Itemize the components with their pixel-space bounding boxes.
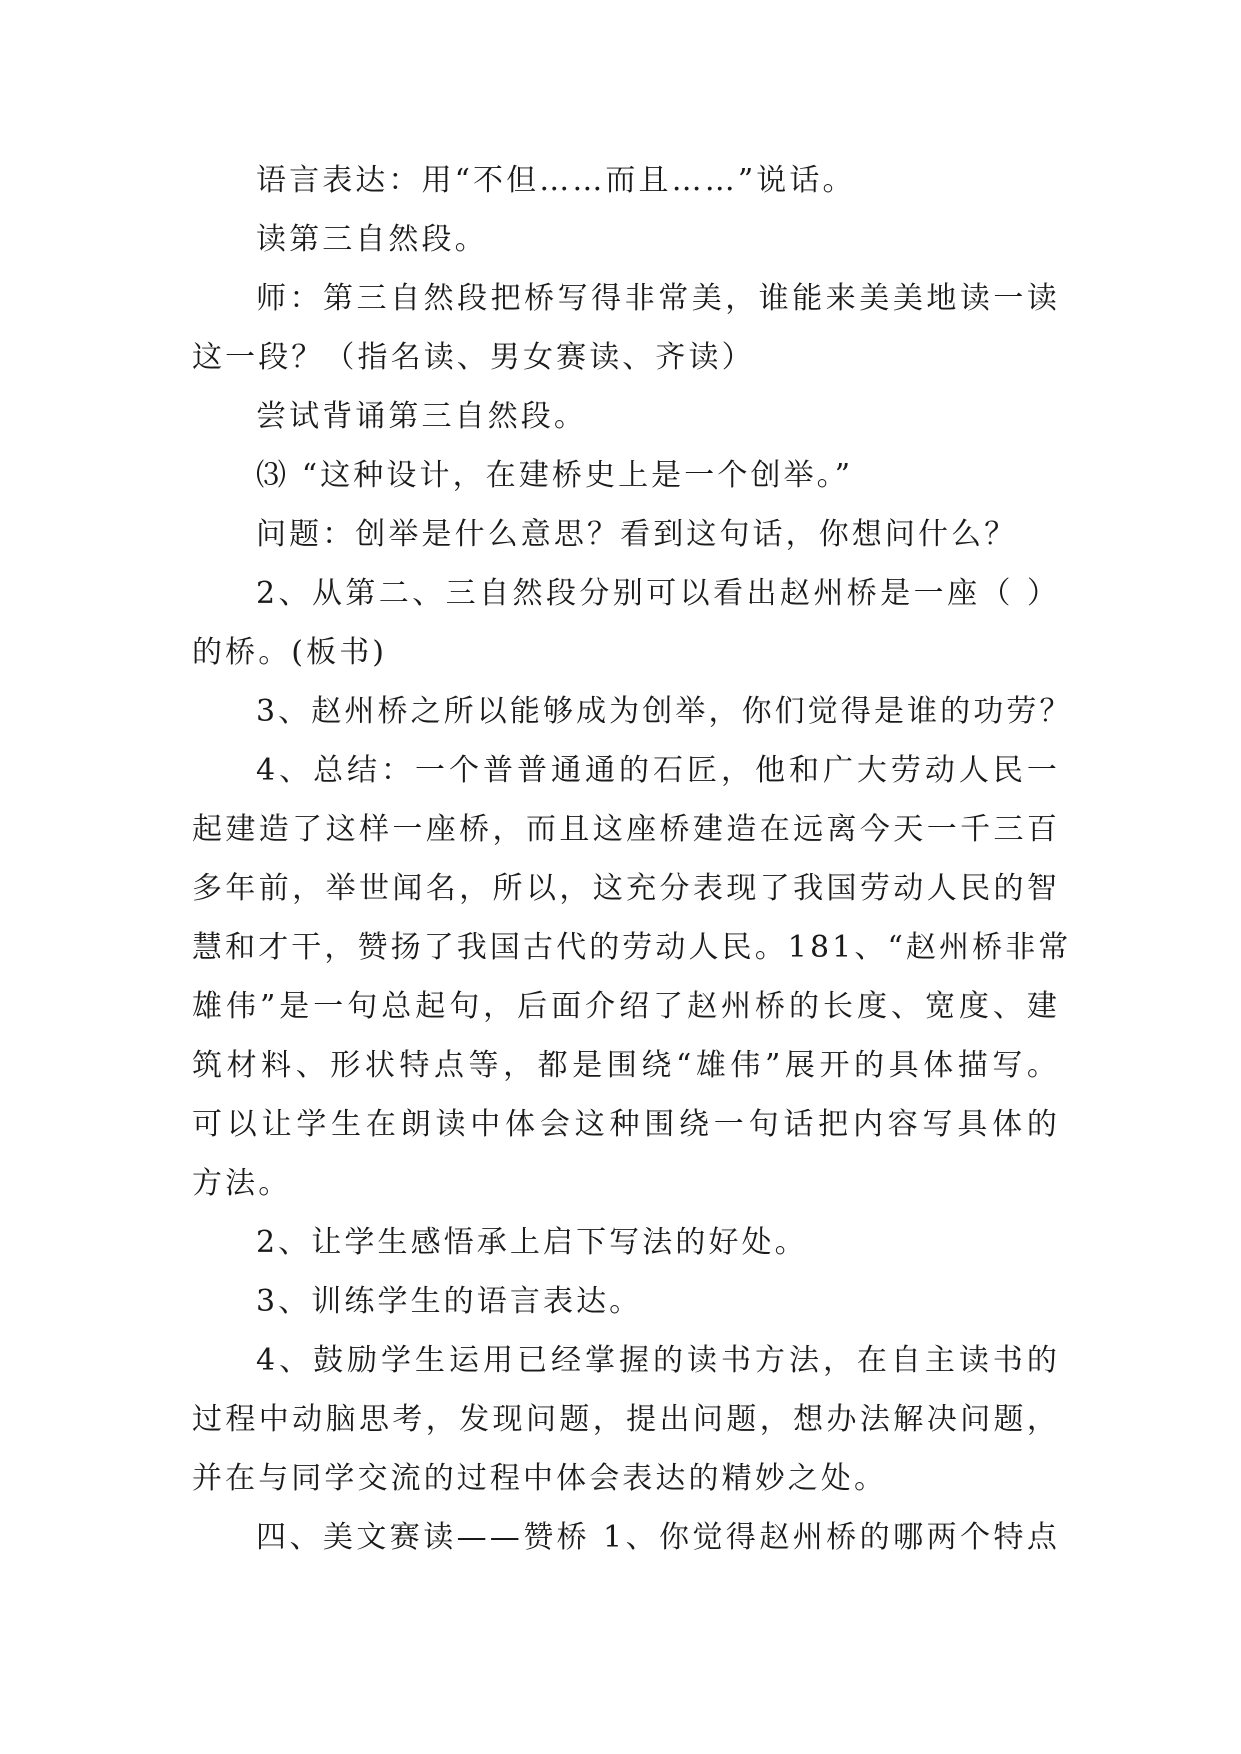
text-line: 四、美文赛读——赞桥 1、你觉得赵州桥的哪两个特点	[256, 1520, 1060, 1555]
text-line: 起建造了这样一座桥，而且这座桥建造在远离今天一千三百	[192, 812, 1060, 847]
text-line: ⑶ “这种设计，在建桥史上是一个创举。”	[256, 458, 854, 493]
text-line: 3、赵州桥之所以能够成为创举，你们觉得是谁的功劳？	[256, 694, 1073, 729]
text-line: 2、让学生感悟承上启下写法的好处。	[256, 1225, 808, 1260]
text-line: 语言表达：用“不但……而且……”说话。	[256, 163, 856, 198]
text-line: 读第三自然段。	[256, 222, 488, 257]
text-line: 并在与同学交流的过程中体会表达的精妙之处。	[192, 1461, 888, 1496]
text-line: 慧和才干，赞扬了我国古代的劳动人民。181、“赵州桥非常	[192, 930, 1072, 965]
text-line: 雄伟”是一句总起句，后面介绍了赵州桥的长度、宽度、建	[192, 989, 1060, 1024]
body-text	[192, 160, 1073, 1576]
text-line: 筑材料、形状特点等，都是围绕“雄伟”展开的具体描写。	[192, 1048, 1060, 1083]
text-line: 的桥。(板书)	[192, 635, 388, 670]
text-line: 4、鼓励学生运用已经掌握的读书方法，在自主读书的	[256, 1343, 1060, 1378]
text-line: 方法。	[192, 1166, 292, 1201]
text-line: 多年前，举世闻名，所以，这充分表现了我国劳动人民的智	[192, 871, 1060, 906]
text-line: 2、从第二、三自然段分别可以看出赵州桥是一座（ ）	[256, 576, 1060, 611]
text-line: 问题：创举是什么意思？看到这句话，你想问什么？	[256, 517, 1018, 552]
text-line: 这一段？（指名读、男女赛读、齐读）	[192, 340, 755, 375]
text-line: 3、训练学生的语言表达。	[256, 1284, 643, 1319]
text-line: 过程中动脑思考，发现问题，提出问题，想办法解决问题，	[192, 1402, 1060, 1437]
text-line: 4、总结：一个普普通通的石匠，他和广大劳动人民一	[256, 753, 1060, 788]
text-line: 可以让学生在朗读中体会这种围绕一句话把内容写具体的	[192, 1107, 1060, 1142]
text-line: 师：第三自然段把桥写得非常美，谁能来美美地读一读	[256, 281, 1060, 316]
text-line: 尝试背诵第三自然段。	[256, 399, 587, 434]
